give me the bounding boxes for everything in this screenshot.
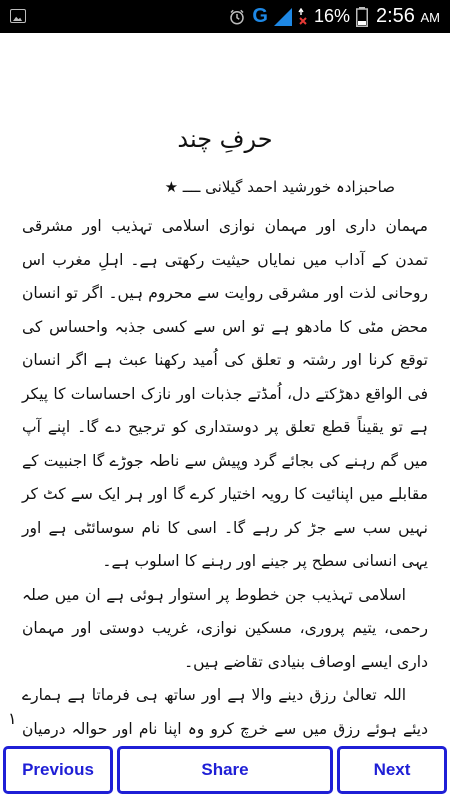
paragraph: اللہ تعالیٰ رزق دینے والا ہے اور ساتھ ہی فرماتا ہے ہمارے دیئے ہوئے رزق میں سے خرچ کرو وہ اپنا نام اور حوالہ درمیان [22, 686, 428, 738]
battery-percentage: 16% [313, 6, 350, 26]
page-content [0, 33, 450, 743]
paragraph: مہمان داری اور مہمان نوازی اسلامی تہذیب اور مشرقی تمدن کے آداب میں نمایاں حیثیت رکھتی ہے۔ اہلِ مغرب اس روحانی لذت اور مشرقی روایت سے محروم ہیں۔ اگر تو انسان محض مٹی کا مادھو ہے تو اس سے کسی جذبہ واحساس کی توقع کرنا اور رشتہ و تعلق کی اُمید رکھنا عبث ہے اگر انسان فی الواقع دھڑکتے دل، اُمڈتے جذبات اور نازک احساسات کا پیکر ہے تو یقیناً قطع تعلق پر دوستداری کو ترجیح دے گا۔ اپنے آپ میں گم رہنے کی بجائے گرد وپیش سے ناطہ جوڑے گا اجنبیت کے مقابلے میں اپنائیت کا رویہ اختیار کرے گا اور ہر ایک سے کٹ کر نہیں سب سے جڑ کر رہے گا۔ اسی کا نام سوسائٹی ہے اور یہی انسانی سطح پر جینے اور رہنے کا اسلوب ہے۔ [22, 217, 428, 570]
author-dash: ــــ [182, 178, 201, 196]
page-title: حرفِ چند [177, 125, 273, 153]
battery-icon [356, 7, 368, 27]
share-button[interactable]: Share [117, 746, 333, 794]
star-icon: ★ [164, 178, 179, 196]
author-line [157, 178, 395, 196]
clock: 2:56 AM [376, 5, 440, 27]
author-name: صاحبزادہ خورشید احمد گیلانی [205, 178, 395, 196]
status-icons [228, 0, 440, 33]
bottom-navigation [0, 743, 450, 800]
paragraph: اسلامی تہذیب جن خطوط پر استوار ہوئی ہے ان میں صلہ رحمی، یتیم پروری، مسکین نوازی، غریب دوستی اور مہمان داری ایسے اوصاف بنیادی تقاضے ہیں۔ [22, 585, 428, 671]
page-body [22, 210, 428, 743]
previous-button[interactable]: Previous [3, 746, 113, 794]
signal-icon [274, 8, 292, 26]
next-button[interactable]: Next [337, 746, 447, 794]
page-mark: ۱ [8, 709, 17, 728]
image-icon [10, 9, 26, 23]
alarm-icon [228, 8, 246, 26]
no-data-icon [298, 8, 308, 26]
status-bar [0, 0, 450, 33]
network-type-label: G [252, 5, 268, 27]
